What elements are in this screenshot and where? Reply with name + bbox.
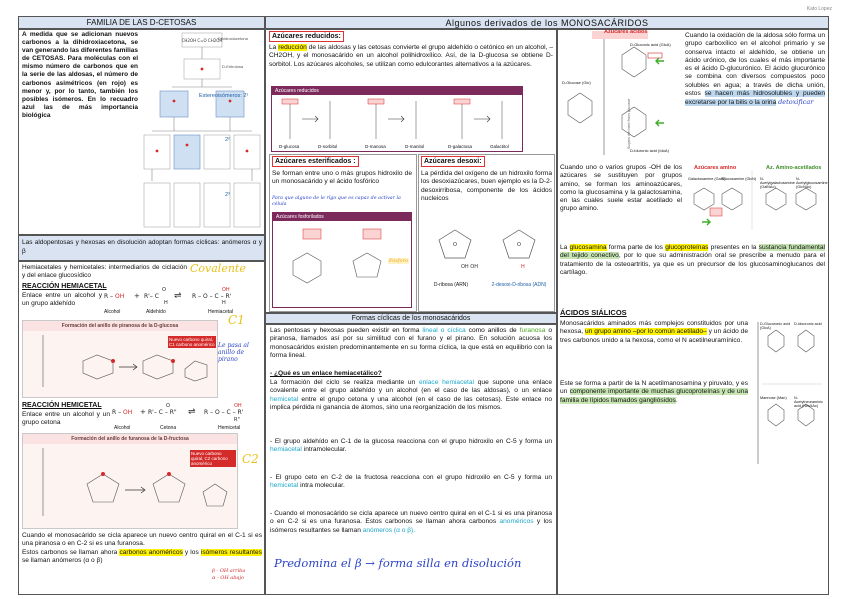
reduced-title: Azúcares reducidos: bbox=[269, 31, 344, 42]
reduced-figure-title: Azúcares reducidos bbox=[272, 87, 522, 95]
amino-acetylated-figure-title: Az. Amino-acetilados bbox=[766, 165, 822, 171]
reaction2-label-hemiketal: Hemicetal bbox=[218, 425, 241, 431]
svg-text:H: H bbox=[222, 300, 226, 306]
reaction2-label-alcohol: Alcohol bbox=[114, 425, 131, 431]
reduced-label-sorbitol: D-sorbitol bbox=[318, 144, 338, 149]
isomers-highlight: isómeros resultantes bbox=[200, 548, 262, 556]
svg-text:R'– C: R'– C bbox=[144, 293, 159, 300]
hemiketal-term: hemicetal bbox=[270, 395, 299, 403]
amino-sugars-svg bbox=[686, 164, 826, 234]
svg-text:O: O bbox=[166, 403, 170, 409]
cyclic-forms-panel bbox=[265, 323, 557, 595]
amino-text-b bbox=[560, 244, 825, 277]
deoxy-sugars-svg bbox=[421, 210, 553, 286]
svg-text:H: H bbox=[164, 300, 168, 306]
reduced-label-mannitol: D-manitol bbox=[405, 144, 425, 149]
beta-predominates-note: Predomina el β → forma silla en disolución bbox=[274, 556, 522, 570]
alpha-note: α - OH abajo bbox=[212, 575, 245, 581]
acid-label-iduronic: D-Iduronic acid (IdoA) bbox=[630, 148, 669, 153]
sialic-label-idouronic: D-Idouronic acid bbox=[794, 322, 822, 326]
sialic-p2b: . bbox=[675, 396, 678, 404]
reaction1-label-alcohol: Alcohol bbox=[104, 309, 121, 315]
svg-text:⇌: ⇌ bbox=[174, 291, 182, 301]
svg-text:CH2OH C=O CH2OH: CH2OH C=O CH2OH bbox=[181, 38, 223, 43]
sialic-label-neu5ac: N-Acetylneuraminic acid (Neu5Ac) bbox=[794, 396, 823, 408]
reaction1-label-hemiacetal: Hemiacetal bbox=[208, 309, 234, 315]
amino-label-galnac: N-Acetylgalactosamine (GalNAc) bbox=[760, 177, 795, 189]
furanose-term: furanosa bbox=[519, 327, 546, 334]
anomeric-p2b: y los bbox=[182, 548, 201, 556]
esterified-title: Azúcares esterificados : bbox=[272, 156, 359, 167]
cyclic-b2b: intra molecular. bbox=[298, 482, 345, 490]
reduced-label-glucose: D-glucosa bbox=[279, 144, 300, 149]
sialic-p2a: Este se forma a partir de la N acetilmanosamina y piruvato, y es un bbox=[560, 380, 748, 396]
deoxy-label-deoxyribose: 2-desoxi-D-ribosa (ADN) bbox=[491, 282, 547, 288]
reduction-highlight: reducción bbox=[278, 44, 307, 51]
svg-text:⇌: ⇌ bbox=[188, 407, 196, 417]
furanose-formation-figure bbox=[22, 433, 238, 529]
amino-label-glcnac: N-Acetylglucosamine (GlcNAc) bbox=[796, 177, 828, 189]
sialic-title: ÁCIDOS SIÁLICOS bbox=[560, 308, 627, 317]
amino-group-highlight: un grupo amino –por lo común acetilado– bbox=[585, 328, 707, 336]
reduced-sugars-figure bbox=[271, 86, 523, 152]
reduced-sugars-svg bbox=[272, 95, 523, 151]
ketose-stereoisomers-2: 2² bbox=[225, 137, 230, 143]
left-column-header: FAMILIA DE LAS D-CETOSAS bbox=[18, 16, 265, 30]
sialic-p1a: Monosacáridos aminados más complejos constituidos por una hexosa, bbox=[560, 320, 748, 336]
cyclic-p1c: o piranosa, llamados así por su similitud con el furano y el pirano. En solución acuosa los monosacáridos existen predominantemente en su forma cíclica, la que está en equilibrio con la forma lineal. bbox=[270, 327, 553, 359]
svg-text:R – O – C – R': R – O – C – R' bbox=[204, 409, 244, 416]
svg-text:R – OH: R – OH bbox=[112, 409, 133, 416]
sialic-p1 bbox=[560, 320, 748, 345]
sialic-acids-figure bbox=[752, 318, 826, 468]
furanose-figure-title: Formación del anillo de furanosa de la D-fructosa bbox=[23, 434, 237, 444]
reaction1-text: Enlace entre un alcohol y un grupo aldehído bbox=[22, 292, 102, 308]
acid-label-gluconic: D-Gluconic acid (GlcA) bbox=[630, 42, 671, 47]
deoxy-label-ribose: D-ribosa (ARN) bbox=[433, 282, 469, 288]
ketose-label-dihydroxyacetone: Dihidroxiacetona bbox=[218, 36, 248, 41]
anomeric-term: anoméricos bbox=[499, 518, 534, 526]
svg-text:O: O bbox=[517, 242, 521, 248]
amino-figure-title: Azúcares amino bbox=[694, 165, 737, 171]
excretion-highlight: se hacen más hidrosolubles y pueden excretarse por la bilis o la orina bbox=[685, 90, 825, 107]
svg-text:Sugars derived from glucose: Sugars derived from glucose bbox=[627, 98, 631, 149]
cyclic-p1b: como anillos de bbox=[465, 327, 520, 334]
svg-text:O: O bbox=[453, 242, 457, 248]
furanose-chiral-note: Nuevo carbono quiral, C2 carbono anomérico bbox=[190, 450, 236, 467]
reaction2-text: Enlace entre un alcohol y un grupo cetona bbox=[22, 411, 110, 427]
covalent-note: Covalente bbox=[190, 262, 246, 275]
c2-note: C2 bbox=[242, 452, 259, 466]
ketose-tree-svg bbox=[142, 31, 262, 231]
anomeric-text bbox=[22, 532, 262, 565]
acid-sugars-figure bbox=[560, 31, 680, 161]
amino-b4: , por lo que su administración oral se prescribe a menudo para el tratamiento de la osteoartritis, ya que es un precursor de los glucosaminoglucanos del cartílago. bbox=[560, 252, 825, 276]
linear-cyclic-term: lineal o cíclica bbox=[422, 327, 466, 334]
acid-label-glucose: D-Glucose (Glc) bbox=[562, 80, 591, 85]
ketose-label-erythrulose: D-Eritrulosa bbox=[222, 64, 244, 69]
amino-label-glcn: Glucosamine (GlcN) bbox=[722, 177, 757, 181]
cyclic-p1a: Las pentosas y hexosas pueden existir en forma bbox=[270, 327, 423, 334]
svg-text:R'– C – R": R'– C – R" bbox=[148, 409, 177, 416]
svg-text:R – OH: R – OH bbox=[104, 293, 125, 300]
reduced-text bbox=[269, 44, 553, 69]
sialic-p1b: y un ácido de tres carbonos unido a la hexosa, como el N acetilneuramínico. bbox=[560, 328, 748, 344]
cyclic-bullet1 bbox=[270, 438, 552, 455]
phosphorylated-figure-title: Azúcares fosforilados bbox=[273, 213, 411, 221]
acid-sugars-svg bbox=[560, 31, 680, 161]
author-name: Kato Lopez bbox=[806, 6, 832, 12]
cyclic-forms-header: Formas cíclicas de los monosacáridos bbox=[265, 313, 557, 325]
amino-text-a: Cuando uno o varios grupos -OH de los azúcares se sustituyen por grupos amino, se forman los aminoazúcares, como la glucosamina y la galactosamina, en las cuales suele estar acetilado el grupo amino. bbox=[560, 164, 682, 213]
anomeric-p2c: se llaman anómeros (α o β) bbox=[22, 556, 103, 564]
acids-text bbox=[685, 32, 825, 108]
svg-text:+: + bbox=[140, 408, 146, 416]
amino-b3: presentes en la bbox=[708, 244, 759, 251]
pyranose-figure-title: Formación del anillo de piranosa de la D-glucosa bbox=[23, 321, 217, 331]
detoxify-note: detoxificar bbox=[778, 98, 814, 107]
deoxy-title: Azúcares desoxi: bbox=[421, 156, 485, 167]
hemiacetal-term-2: hemiacetal bbox=[270, 446, 302, 454]
reduced-label-galactose: D-galactosa bbox=[448, 144, 473, 149]
beta-note: β - OH arriba bbox=[212, 568, 246, 574]
ketose-family-tree-figure bbox=[142, 31, 262, 231]
hemiketal-term-2: hemicetal bbox=[270, 482, 299, 490]
ketoses-intro-text: A medida que se adicionan nuevos carbonos a la dihidroxiacetona, se van generando las diferentes familias de CETOSAS. Para moléculas con el mismo número de carbonos que en la serie de las aldosas, el número de carbonos asimétricos (en rojo) es menor y, por lo tanto, también los posibles isómeros. En lo recuadro azul las de más importancia biológica bbox=[22, 31, 138, 119]
pyranose-formation-figure bbox=[22, 320, 218, 398]
cyclic-bullet3 bbox=[270, 510, 552, 535]
sialic-p2 bbox=[560, 380, 748, 405]
phosphorus-note: Fósforo bbox=[389, 258, 409, 264]
hemiacetal-term: enlace hemiacetal bbox=[418, 379, 474, 386]
cyclic-b3a: - Cuando el monosacárido se cicla aparece un nuevo centro quiral en el C-1 si es una piranosa o en C-2 si es una furanosa. Estos carbonos se llaman ahora carbonos bbox=[270, 510, 552, 526]
pyranose-chiral-note: Nuevo carbono quiral, C1 carbono anomérico bbox=[169, 337, 215, 347]
svg-text:R": R" bbox=[234, 417, 240, 423]
ketose-stereoisomers-3: 2³ bbox=[225, 192, 230, 198]
esterified-handwritten-note: Para que alguno de le rı̄go que es capaz de activar la célula bbox=[272, 196, 401, 207]
hemiacetal-reaction-scheme bbox=[104, 282, 264, 316]
svg-text:OH: OH bbox=[222, 287, 230, 293]
reaction1-label-aldehyde: Aldehído bbox=[146, 309, 166, 315]
svg-text:O: O bbox=[162, 287, 166, 293]
anomers-term: anómeros (α o β). bbox=[362, 526, 416, 534]
hemiacetal-question: - ¿Qué es un enlace hemiacetálico? bbox=[270, 370, 382, 377]
hemi-title: Hemiacetales y hemicetales: intermediarios de ciclación y del enlace glucosídico bbox=[22, 264, 187, 280]
acid-figure-title: Azúcares ácidos bbox=[604, 29, 648, 35]
cyclic-p2b: que supone una enlace covalente entre el grupo aldehído y un alcohol (en el caso de las aldosas), o un enlace bbox=[270, 379, 552, 395]
reaction2-title: REACCIÓN HEMICETAL bbox=[22, 402, 102, 409]
anomeric-p2a: Estos carbonos se llaman ahora bbox=[22, 548, 120, 556]
amino-label-galn: Galactosamine (GalN) bbox=[688, 177, 726, 181]
cyclic-p2c: entre el grupo cetona y una alcohol (en el caso de las cetosas). Este enlace no implica pérdida ni ganancia de átomos, sino una reorganización de los mismos. bbox=[270, 395, 552, 411]
main-header: Algunos derivados de los MONOSACÁRIDOS bbox=[265, 16, 829, 30]
reduced-label-mannose: D-manosa bbox=[365, 144, 386, 149]
cyclic-b1a: - El grupo aldehído en C-1 de la glucosa reacciona con el grupo hidroxilo en C-5 y forma un bbox=[270, 438, 552, 445]
reaction2-label-ketone: Cetona bbox=[160, 425, 177, 431]
svg-text:OH OH: OH OH bbox=[461, 264, 478, 270]
anomeric-p1: Cuando el monosacárido se cicla aparece un nuevo centro quiral en el C-1 si es una piranosa o en C-2 si es una furanosa. bbox=[22, 532, 262, 548]
pyranose-handwritten-note: Le pasa al anillo de pirano bbox=[218, 342, 249, 363]
connective-tissue-highlight: sustancia fundamental del tejido conectivo bbox=[560, 244, 825, 260]
cyclic-p1 bbox=[270, 327, 552, 360]
amino-b2: forma parte de los bbox=[606, 244, 666, 251]
cyclic-p2a: La formación del ciclo se realiza mediante un bbox=[270, 379, 419, 386]
svg-text:H: H bbox=[521, 264, 525, 270]
anomeric-carbons-highlight: carbonos anoméricos bbox=[119, 548, 183, 556]
glycoproteins-highlight: glucoproteínas bbox=[665, 244, 709, 251]
cyclic-b1b: intramolecular. bbox=[301, 446, 347, 454]
cyclic-b2a: - El grupo ceto en C-2 de la fructosa reacciona con el grupo hidroxilo en C-5 y forma un bbox=[270, 474, 552, 481]
glucosamine-highlight: glucosamina bbox=[569, 244, 607, 251]
deoxy-text: La pérdida del oxígeno de un hidroxilo forma los desoxiazúcares, buen ejemplo es la D-2-desoxirribosa, componente de los ácidos nucleicos bbox=[421, 170, 552, 202]
acids-text-a: Cuando la oxidación de la aldosa sólo forma un grupo carboxílico en el alcohol primario y se conserva intacto el aldehído, se obtiene un ácido urónico, de los cuales el más importante es el ácido D-glucurónico. El ácido glucurónico se combina con diversos compuestos poco solubles en agua; a través de dicha unión, estos bbox=[685, 32, 825, 98]
amino-sugars-figure bbox=[686, 164, 826, 234]
ketose-stereoisomers-1: Estereoisómeros: 2¹ bbox=[199, 93, 249, 99]
cyclic-banner-text: Las aldopentosas y hexosas en disolución adoptan formas cíclicas: anómeros α y β bbox=[22, 239, 262, 255]
sialic-label-mannose: Mannose (Man) bbox=[760, 396, 787, 400]
svg-text:R – O – C – R': R – O – C – R' bbox=[192, 293, 232, 300]
reaction1-title: REACCIÓN HEMIACETAL bbox=[22, 283, 107, 290]
sialic-svg bbox=[752, 318, 826, 468]
reduced-text-a: La bbox=[269, 44, 279, 51]
svg-text:+: + bbox=[134, 292, 140, 300]
cyclic-bullet2 bbox=[270, 474, 552, 491]
gangliosides-highlight: componente importante de muchas glucoproteínas y de una familia de lípidos llamados gangliósidos bbox=[560, 388, 748, 404]
esterified-text: Se forman entre uno o más grupos hidroxilo de un monosacárido y el ácido fosfórico bbox=[272, 170, 412, 186]
c1-note: C1 bbox=[228, 313, 245, 327]
cyclic-p2 bbox=[270, 379, 552, 412]
reduced-text-b: de las aldosas y las cetosas convierte el grupo aldehído o cetónico en un alcohol, –CH2OH, y el monosacárido en un alcohol polihidroxílico. Así, de la D-glucosa se obtiene D-sorbitol. Los azúcares alcoholes, se utilizan como edulcorantes alternativos a la azúcares. bbox=[269, 44, 554, 68]
phosphorylated-svg bbox=[273, 221, 412, 307]
sialic-label-glca: D-Glucuronic acid (GlcA) bbox=[760, 322, 791, 330]
svg-text:OH: OH bbox=[234, 403, 242, 409]
cyclic-b3b: y los isómeros resultantes se llaman bbox=[270, 518, 553, 534]
reduced-label-galactitol: Galactitol bbox=[490, 144, 509, 149]
amino-b1: La bbox=[560, 244, 570, 251]
